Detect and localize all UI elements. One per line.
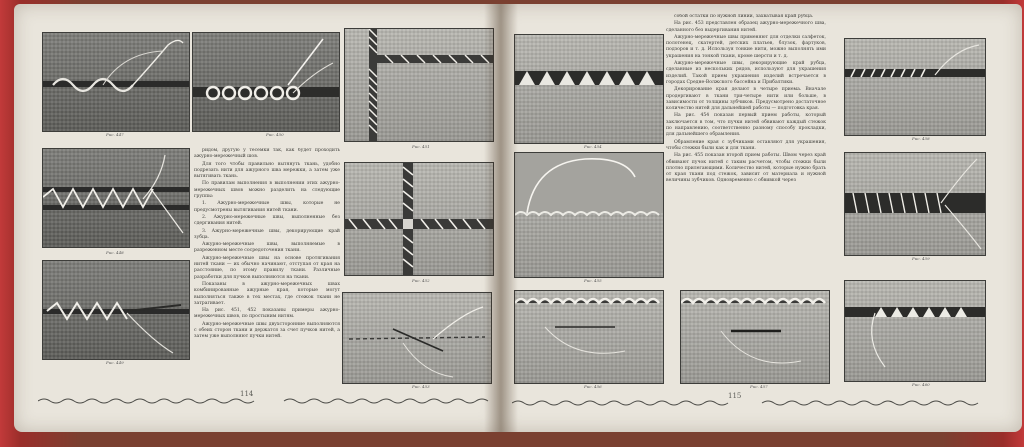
caption-452: Рис. 452 <box>412 278 430 283</box>
caption-447: Рис. 447 <box>106 132 124 137</box>
caption-460: Рис. 460 <box>912 382 930 387</box>
figure-457 <box>680 290 830 384</box>
paragraph: собой остатки по нужной линии, захватывая край рубца. <box>674 14 814 19</box>
figure-459 <box>844 152 986 256</box>
right-page <box>500 4 1022 432</box>
left-page <box>14 4 500 432</box>
paragraph: Декорирование края делают в четыре приема. Вначале продергивают в ткани три-четыре нити или больше, в зависимости от толщины зубчиков. Предусмотрено достаточное количество нитей для дальнейшей работы — подготовка края. <box>666 87 826 112</box>
paragraph: Для того чтобы правильно вытянуть ткань, удобно подрезать нити для ажурного шва мережки, а затем уже вытягивать ткань. <box>194 161 340 180</box>
caption-456: Рис. 456 <box>584 384 602 389</box>
paragraph: ридом, другую у тесемки так, как будет проходить ажурно-мережечный шов. <box>194 148 340 160</box>
paragraph: На рис. 455 показан второй прием работы. Швом через край обвивают пучок нитей с таким расчетом, чтобы стежки были плотно прилегающими. Количество нитей, которые нужно брать от края ткани под стежок, зависит от материала и нужной величины зубчиков. Одновременно с обвивкой через <box>666 153 826 184</box>
caption-450: Рис. 450 <box>266 132 284 137</box>
paragraph: 2. Ажурно-мережечные швы, выполненные без сдергивания нитей. <box>194 214 340 227</box>
right-text-column <box>666 14 826 290</box>
caption-451: Рис. 451 <box>412 144 430 149</box>
open-book <box>14 4 1022 432</box>
figure-450 <box>192 32 340 132</box>
figure-458 <box>844 38 986 136</box>
figure-456 <box>514 290 664 384</box>
caption-449: Рис. 449 <box>106 360 124 365</box>
paragraph: На рис. 454 показан первый прием работы, который заключается в том, что пучки нитей обвивают каждый стежок по направлению, соответственно разному способу прокладки, для дальнейшего обрамления. <box>666 113 826 138</box>
figure-460 <box>844 280 986 382</box>
ornamental-rule-right <box>512 392 986 400</box>
paragraph: Ажурно-мережечные швы, декорирующие край рубца, сделанные из нескольких рядов, используют для украшения изделий. Такой прием украшения изделий встречается в городах Средне-Волжского бассейна и Прибалтики. <box>666 61 826 85</box>
figure-449 <box>42 260 190 360</box>
paragraph: Ажурно-мережечные швы применяют для отделки салфеток, полотенец, скатертей, детских платьев, блузок, фартуков, подзоров и т. д. Используя тонкие нити, можно выполнять ими украшения на тонкой ткани, кроме шерсти и т. д. <box>666 34 826 59</box>
caption-459: Рис. 459 <box>912 256 930 261</box>
figure-451 <box>344 28 494 142</box>
figure-447 <box>42 32 190 132</box>
figure-448 <box>42 148 190 248</box>
caption-455: Рис. 455 <box>584 278 602 283</box>
paragraph: Обрамление края с зубчиками оставляют для украшения, чтобы стежки были как и для ткани. <box>666 139 826 151</box>
paragraph: По правилам выполнения в выполнении этих ажурно-мережечных швов можно разделить на следующие группы: <box>194 181 340 200</box>
caption-457: Рис. 457 <box>750 384 768 389</box>
paragraph: На рис. 451, 452 показаны примеры ажурно-мережечных швов, по простыним нитям. <box>194 308 340 320</box>
page-number-right: 115 <box>728 392 742 400</box>
paragraph: Ажурно-мережечные швы на основе протягивания нитей ткани — их обычно начинают, отступая от края на расстояние, по этому правилу ткани. Различные разработки для пучков выполняются на ткани. <box>194 255 340 280</box>
ornamental-rule-left <box>38 390 492 398</box>
paragraph: 1. Ажурно-мережечные швы, которые не предусмотрены вытягивания нитей ткани. <box>194 201 340 213</box>
paragraph: На рис. 453 представлен образец ажурно-мережечного шва, сделанного без выдергивания нитей. <box>666 21 826 33</box>
figure-452 <box>344 162 494 276</box>
figure-454 <box>514 34 664 144</box>
caption-448: Рис. 448 <box>106 250 124 255</box>
caption-453: Рис. 453 <box>412 384 430 389</box>
caption-458: Рис. 458 <box>912 136 930 141</box>
paragraph: Ажурно-мережечные швы, выполняемые в разреженном месте сосредоточения ткани. <box>194 242 340 254</box>
paragraph: 3. Ажурно-мережечные швы, декорирующие край зубца. <box>194 228 340 240</box>
paragraph: Показаны в ажурно-мережечных швах комбинированные ажурные края, которые могут выполняться также в тех местах, где стежок ткани не затрагивает. <box>194 281 340 306</box>
paragraph: Ажурно-мережечные швы двухсторонние выполняются с обеих сторон ткани и держатся за счет пучков нитей, а затем уже выполняют пучки нитей. <box>194 321 340 340</box>
figure-453 <box>342 292 492 384</box>
page-number-left: 114 <box>240 390 254 398</box>
caption-454: Рис. 454 <box>584 144 602 149</box>
figure-455 <box>514 152 664 278</box>
left-text-column <box>194 148 340 396</box>
